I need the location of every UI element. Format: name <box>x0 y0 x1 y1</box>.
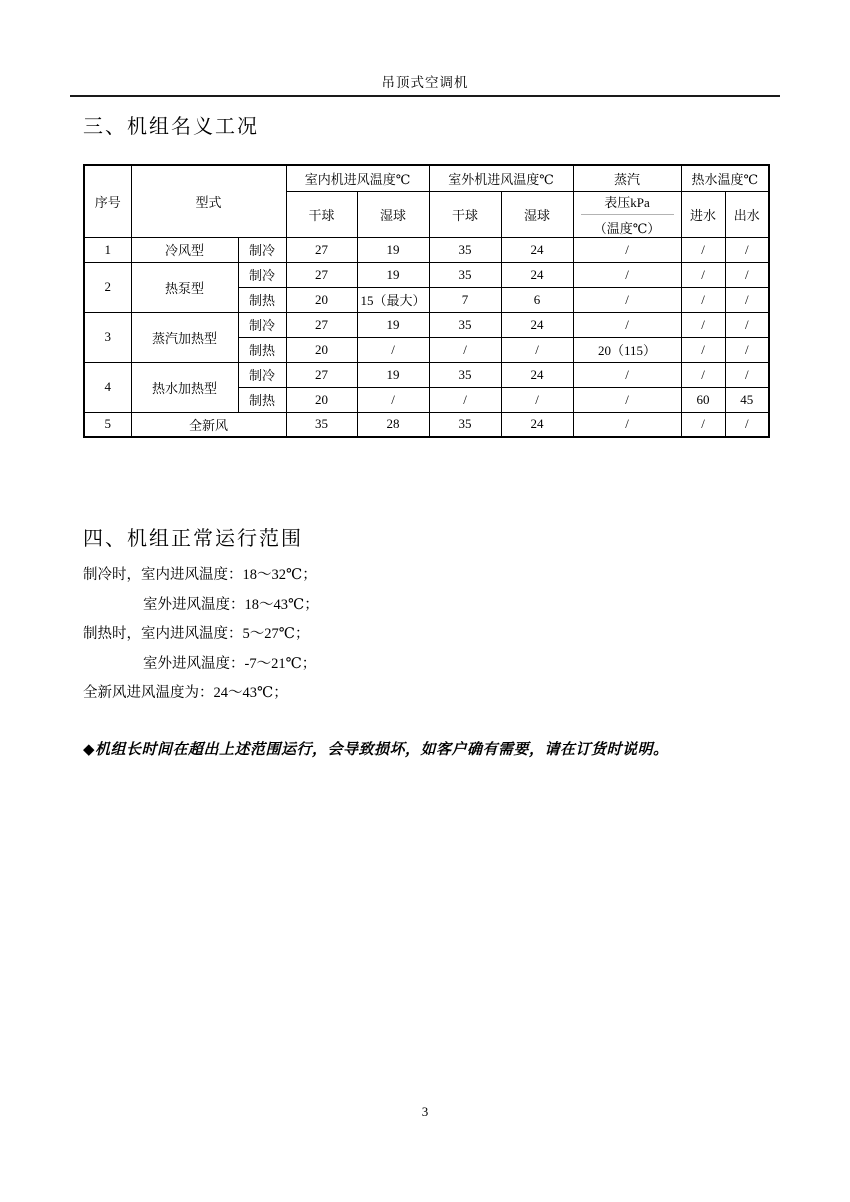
cell-type: 热泵型 <box>131 262 238 312</box>
cell-no: 2 <box>84 262 131 312</box>
table-cell: / <box>573 262 681 287</box>
header-outdoor-temp: 室外机进风温度℃ <box>429 165 573 191</box>
header-hot-water: 热水温度℃ <box>681 165 769 191</box>
table-cell: / <box>501 337 573 362</box>
cell-mode: 制冷 <box>238 312 286 337</box>
table-cell: 24 <box>501 312 573 337</box>
table-cell: / <box>573 387 681 412</box>
table-cell: 35 <box>429 362 501 387</box>
range-line-heating-outdoor: 室外进风温度：-7～21℃； <box>143 655 317 672</box>
table-row <box>84 362 769 387</box>
cell-mode: 制热 <box>238 287 286 312</box>
header-steam-detail <box>573 191 681 237</box>
header-water-out: 出水 <box>725 191 769 237</box>
cell-mode: 制冷 <box>238 362 286 387</box>
header-outdoor-wet-bulb: 湿球 <box>501 191 573 237</box>
table-cell: / <box>681 312 725 337</box>
table-cell: 24 <box>501 362 573 387</box>
table-header-row <box>84 165 769 191</box>
header-gauge-pressure: 表压kPa <box>604 194 650 210</box>
table-cell: / <box>573 237 681 262</box>
table-cell: / <box>573 287 681 312</box>
table-cell: / <box>725 337 769 362</box>
table-cell: / <box>429 337 501 362</box>
header-steam-temp: （温度℃） <box>593 220 661 236</box>
table-cell: 28 <box>357 412 429 437</box>
table-cell: / <box>681 237 725 262</box>
table-cell: 27 <box>286 312 357 337</box>
table-cell: / <box>725 412 769 437</box>
warning-note: ◆机组长时间在超出上述范围运行，会导致损坏，如客户确有需要，请在订货时说明。 <box>83 741 669 758</box>
section3-title: 三、机组名义工况 <box>83 116 259 138</box>
table-cell: 20 <box>286 387 357 412</box>
table-cell: 19 <box>357 362 429 387</box>
table-cell: 35 <box>429 312 501 337</box>
header-outdoor-dry-bulb: 干球 <box>429 191 501 237</box>
header-no: 序号 <box>84 165 131 237</box>
table-cell: / <box>429 387 501 412</box>
header-indoor-wet-bulb: 湿球 <box>357 191 429 237</box>
table-cell: / <box>681 287 725 312</box>
table-cell: 19 <box>357 312 429 337</box>
table-cell: / <box>573 412 681 437</box>
nominal-conditions-table <box>83 164 770 438</box>
cell-no: 1 <box>84 237 131 262</box>
cell-type: 蒸汽加热型 <box>131 312 238 362</box>
range-line-cooling-indoor: 制冷时，室内进风温度：18～32℃； <box>83 567 317 583</box>
section4-title: 四、机组正常运行范围 <box>83 528 303 550</box>
range-line-fresh-air: 全新风进风温度为：24～43℃； <box>83 685 288 701</box>
header-type: 型式 <box>131 165 286 237</box>
table-row <box>84 312 769 337</box>
header-indoor-dry-bulb: 干球 <box>286 191 357 237</box>
table-cell: 35 <box>429 262 501 287</box>
table-cell: / <box>725 237 769 262</box>
header-water-in: 进水 <box>681 191 725 237</box>
table-row <box>84 412 769 437</box>
table-cell: / <box>681 412 725 437</box>
cell-type: 冷风型 <box>131 237 238 262</box>
cell-no: 3 <box>84 312 131 362</box>
table-cell: 19 <box>357 262 429 287</box>
table-cell: 24 <box>501 237 573 262</box>
table-cell: / <box>357 337 429 362</box>
table-cell: / <box>681 337 725 362</box>
table-cell: / <box>357 387 429 412</box>
table-cell: 20 <box>286 287 357 312</box>
table-cell: / <box>681 262 725 287</box>
table-cell: 20（115） <box>573 337 681 362</box>
document-header-title: 吊顶式空调机 <box>70 71 780 97</box>
table-cell: / <box>725 262 769 287</box>
cell-mode: 制热 <box>238 387 286 412</box>
page-number: 3 <box>421 1104 429 1119</box>
range-line-cooling-outdoor: 室外进风温度：18～43℃； <box>143 596 319 613</box>
cell-mode: 制冷 <box>238 237 286 262</box>
range-line-heating-indoor: 制热时，室内进风温度：5～27℃； <box>83 626 310 642</box>
table-cell: / <box>725 362 769 387</box>
table-cell: 35 <box>429 412 501 437</box>
table-cell: 20 <box>286 337 357 362</box>
table-cell: 27 <box>286 362 357 387</box>
page-content <box>0 71 850 759</box>
table-cell: 6 <box>501 287 573 312</box>
cell-type: 全新风 <box>131 412 286 437</box>
table-cell: 45 <box>725 387 769 412</box>
table-cell: 27 <box>286 237 357 262</box>
table-cell: / <box>573 312 681 337</box>
cell-no: 4 <box>84 362 131 412</box>
steam-divider-line <box>581 214 674 215</box>
cell-type: 热水加热型 <box>131 362 238 412</box>
cell-mode: 制冷 <box>238 262 286 287</box>
table-cell: 24 <box>501 412 573 437</box>
table-cell: 15（最大） <box>357 287 429 312</box>
table-cell: 7 <box>429 287 501 312</box>
cell-no: 5 <box>84 412 131 437</box>
header-indoor-temp: 室内机进风温度℃ <box>286 165 429 191</box>
table-cell: / <box>681 362 725 387</box>
table-cell: / <box>725 287 769 312</box>
cell-mode: 制热 <box>238 337 286 362</box>
table-cell: 60 <box>681 387 725 412</box>
table-row <box>84 237 769 262</box>
table-cell: 35 <box>286 412 357 437</box>
table-cell: / <box>725 312 769 337</box>
table-row <box>84 262 769 287</box>
table-cell: 24 <box>501 262 573 287</box>
table-cell: / <box>573 362 681 387</box>
table-cell: / <box>501 387 573 412</box>
table-cell: 35 <box>429 237 501 262</box>
table-cell: 19 <box>357 237 429 262</box>
operating-range-lines <box>83 561 780 709</box>
header-steam: 蒸汽 <box>573 165 681 191</box>
table-cell: 27 <box>286 262 357 287</box>
